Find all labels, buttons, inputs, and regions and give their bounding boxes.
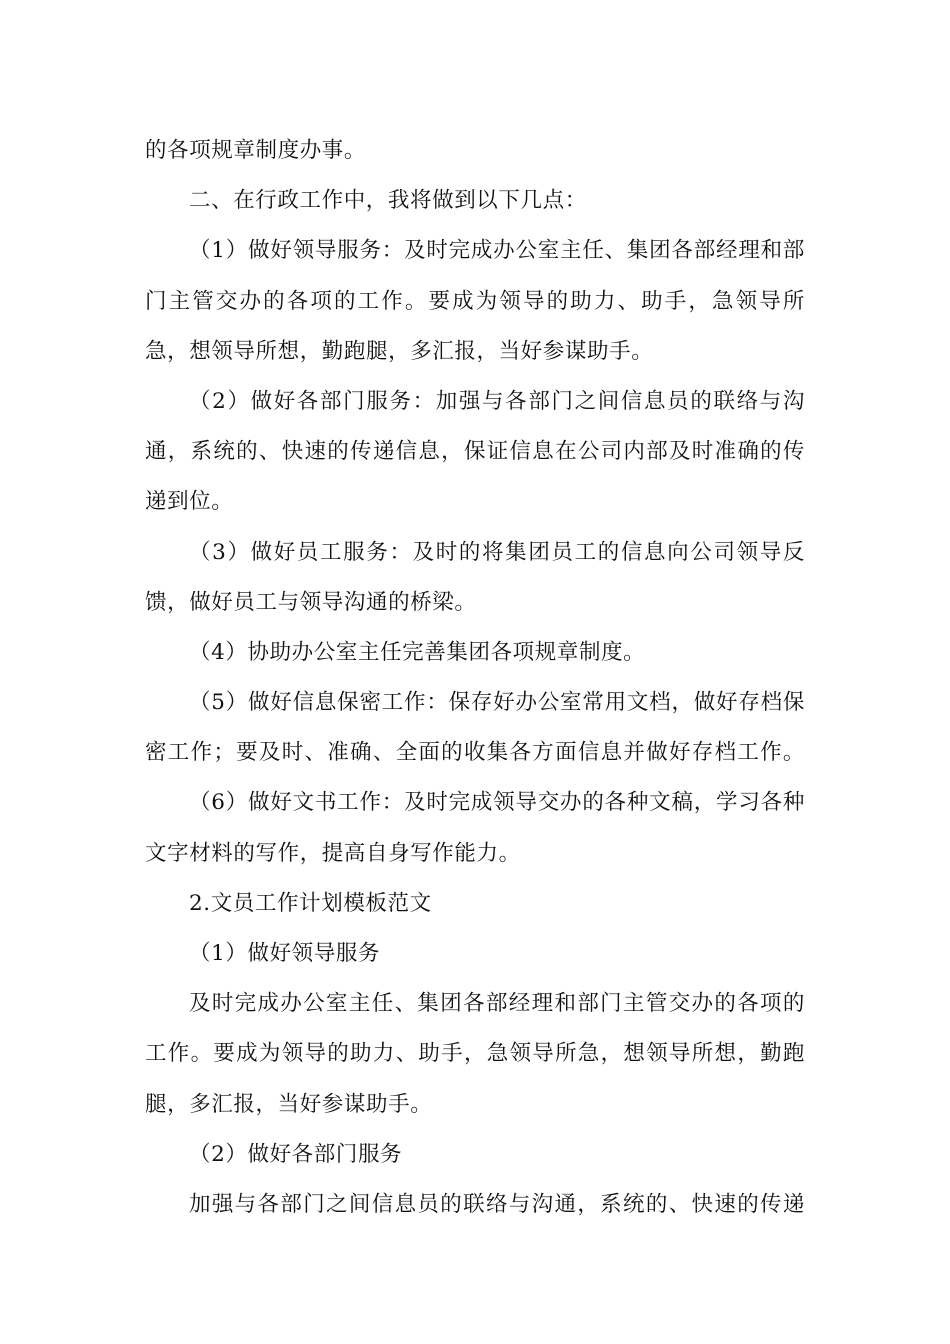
paragraph-line: （1）做好领导服务：及时完成办公室主任、集团各部经理和部 [189, 238, 805, 264]
paragraph-line: 的各项规章制度办事。 [145, 138, 367, 163]
paragraph-line: （4）协助办公室主任完善集团各项规章制度。 [189, 639, 646, 665]
paragraph-line: （5）做好信息保密工作：保存好办公室常用文档，做好存档保 [189, 690, 805, 716]
paragraph-line: （3）做好员工服务：及时的将集团员工的信息向公司领导反 [189, 539, 805, 565]
paragraph-line: 及时完成办公室主任、集团各部经理和部门主管交办的各项的 [189, 991, 805, 1017]
paragraph-line: 腿，多汇报，当好参谋助手。 [145, 1091, 433, 1117]
paragraph-line: 文字材料的写作，提高自身写作能力。 [145, 840, 521, 866]
paragraph-line: 递到位。 [145, 489, 234, 515]
section-heading: 二、在行政工作中，我将做到以下几点： [189, 188, 587, 214]
subsection-heading: （1）做好领导服务 [189, 941, 381, 966]
paragraph-line: 工作。要成为领导的助力、助手，急领导所急，想领导所想，勤跑 [145, 1041, 805, 1067]
document-body [145, 132, 805, 1236]
paragraph-line: 通，系统的、快速的传递信息，保证信息在公司内部及时准确的传 [145, 439, 805, 465]
paragraph-line: 密工作；要及时、准确、全面的收集各方面信息并做好存档工作。 [145, 740, 805, 766]
paragraph-line: （2）做好各部门服务：加强与各部门之间信息员的联络与沟 [189, 388, 805, 414]
paragraph-line: 急，想领导所想，勤跑腿，多汇报，当好参谋助手。 [145, 338, 654, 364]
section-heading: 2.文员工作计划模板范文 [189, 890, 432, 916]
paragraph-line: （6）做好文书工作：及时完成领导交办的各种文稿，学习各种 [189, 790, 805, 816]
paragraph-line: 门主管交办的各项的工作。要成为领导的助力、助手，急领导所 [145, 288, 805, 314]
paragraph-line: 加强与各部门之间信息员的联络与沟通，系统的、快速的传递 [189, 1191, 805, 1217]
paragraph-line: 馈，做好员工与领导沟通的桥梁。 [145, 589, 477, 615]
subsection-heading: （2）做好各部门服务 [189, 1141, 403, 1167]
